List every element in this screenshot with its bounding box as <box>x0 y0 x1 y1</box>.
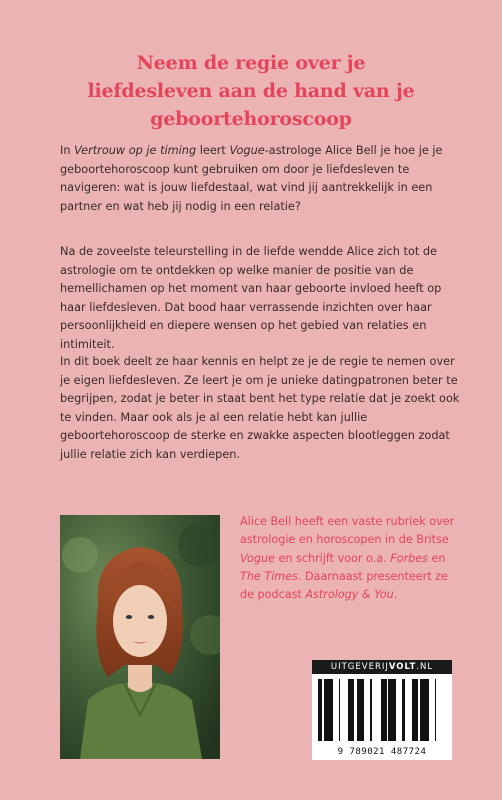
magazine-name: Vogue <box>229 144 265 157</box>
book-summary-paragraph: In dit boek deelt ze haar kennis en helpt ze je de regie te nemen over je eigen liefdesleven. Ze leert je om je unieke datingpatronen beter te begrijpen, zodat je beter in staat bent het type relatie dat je zoekt ook te vinden. Maar ook als je al een relatie hebt kan jullie geboortehoroscoop de sterke en zwakke aspecten blootleggen zodat jullie relatie zich kan verdiepen. <box>60 355 460 461</box>
publication-name: The Times <box>240 569 298 583</box>
publisher-label: UITGEVERIJVOLT.NL <box>312 660 452 674</box>
magazine-name: Vogue <box>240 551 275 565</box>
barcode-block <box>312 660 452 760</box>
publication-name: Forbes <box>390 551 428 565</box>
title-line: geboortehoroscoop <box>150 108 352 130</box>
intro-paragraph: In Vertrouw op je timing leert Vogue-astrologe Alice Bell je hoe je je geboortehoroscoop kunt gebruiken om door je liefdesleven te navigeren: wat is jouw liefdestaal, wat vind jij aantrekkelijk in een partner en wat heb jij nodig in een relatie? <box>60 144 443 213</box>
podcast-name: Astrology & You <box>305 588 394 602</box>
back-cover-title <box>40 49 462 133</box>
title-line: Neem de regie over je <box>136 52 366 74</box>
book-title: Vertrouw op je timing <box>74 144 197 157</box>
barcode-icon <box>318 679 446 741</box>
isbn-number: 9 789021 487724 <box>337 747 427 757</box>
author-bio: Alice Bell heeft een vaste rubriek over astrologie en horoscopen in de Britse Vogue en schrijft voor o.a. Forbes en The Times. Daarnaast presenteert ze de podcast Astrology & You. <box>240 515 455 602</box>
story-paragraph: Na de zoveelste teleurstelling in de liefde wendde Alice zich tot de astrologie om te ontdekken op welke manier de positie van de hemellichamen op het moment van haar geboorte invloed heeft op haar liefdesleven. Dat bood haar verrassende inzichten over haar persoonlijkheid en diepere wensen op het gebied van relaties en intimiteit. <box>60 245 442 351</box>
author-photo <box>60 515 220 759</box>
title-line: liefdesleven aan de hand van je <box>87 80 415 102</box>
